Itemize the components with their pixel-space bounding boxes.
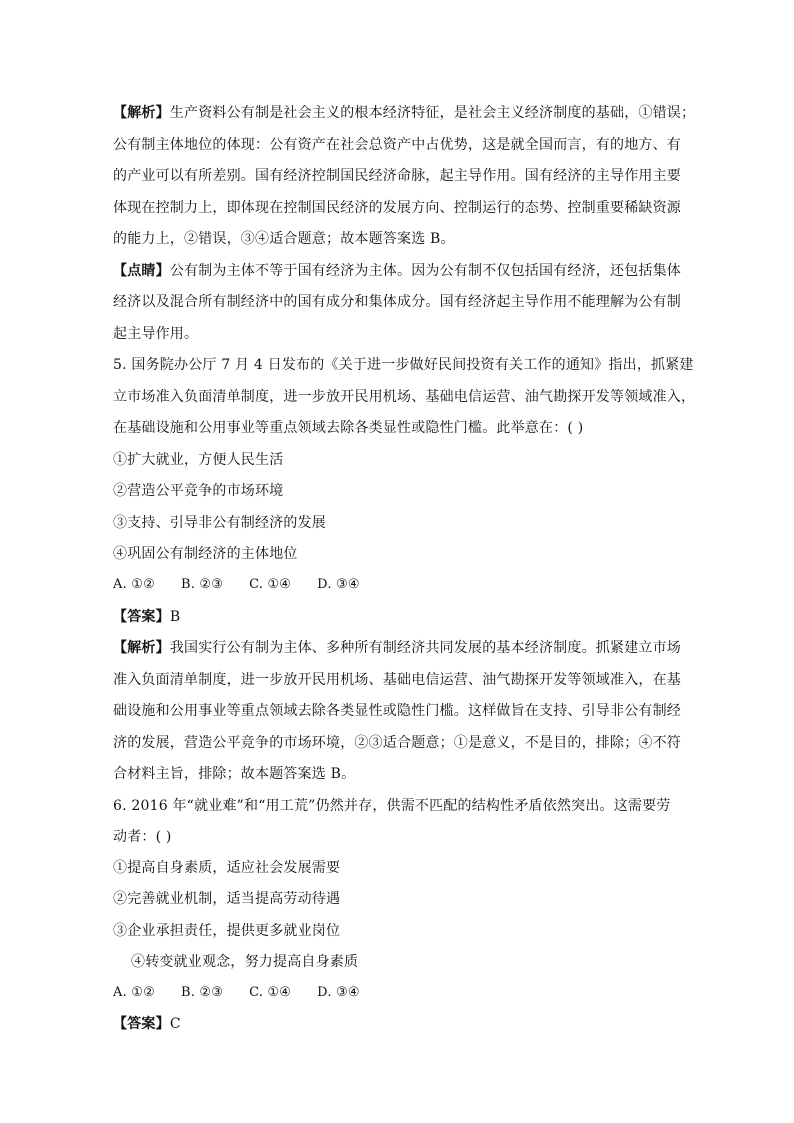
analysis-1-line-4: 体现在控制力上，即体现在控制国民经济的发展方向、控制运行的态势、控制重要稀缺资源 [113,200,681,216]
tip-1-line-3: 起主导作用。 [113,326,199,342]
tip-1-line-2: 经济以及混合所有制经济中的国有成分和集体成分。国有经济起主导作用不能理解为公有制 [113,294,681,310]
question-6-item-1: ①提高自身素质，适应社会发展需要 [113,860,341,876]
analysis-text: 我国实行公有制为主体、多种所有制经济共同发展的基本经济制度。抓紧建立市场 [169,640,682,656]
question-6-answer [113,1014,181,1034]
answer-value: C [169,1016,181,1032]
analysis-tag: 【解析】 [113,105,170,121]
analysis-2-line-3: 础设施和公用事业等重点领域去除各类显性或隐性门槛。这样做旨在支持、引导非公有制经 [113,703,681,719]
analysis-1-line-5: 的能力上，②错误，③④适合题意；故本题答案选 B。 [113,231,455,247]
analysis-1-line-2: 公有制主体地位的体现：公有资产在社会总资产中占优势，这是就全国而言，有的地方、有 [113,137,681,153]
question-6-item-4: ④转变就业观念，努力提高自身素质 [131,954,359,970]
question-6-options [113,983,386,1003]
question-6-line-2: 动者：( ) [113,829,172,845]
analysis-tag: 【解析】 [113,640,170,656]
question-5-answer [113,607,180,627]
question-5-item-3: ③支持、引导非公有制经济的发展 [113,515,326,531]
analysis-2-line-1 [113,638,681,658]
question-6-line-1: 6. 2016 年“就业难”和“用工荒”仍然并存，供需不匹配的结构性矛盾依然突出。这需要劳 [113,798,671,814]
question-5-item-1: ①扩大就业，方便人民生活 [113,452,284,468]
question-5-line-1: 5. 国务院办公厅 7 月 4 日发布的《关于进一步做好民间投资有关工作的通知》指出，抓紧建 [113,357,694,373]
tip-text: 公有制为主体不等于国有经济为主体。因为公有制不仅包括国有经济，还包括集体 [169,263,682,279]
question-5-options [113,575,386,595]
answer-tag: 【答案】 [113,609,170,625]
option-b: B. ②③ [180,985,224,1000]
option-d: D. ③④ [317,577,360,592]
analysis-1-line-1 [113,103,695,123]
option-c: C. ①④ [249,985,292,1000]
answer-value: B [169,609,181,625]
question-5-item-4: ④巩固公有制经济的主体地位 [113,546,298,562]
answer-tag: 【答案】 [113,1016,170,1032]
option-a: A. ①② [113,577,155,592]
option-d: D. ③④ [317,985,360,1000]
analysis-1-line-3: 的产业可以有所差别。国有经济控制国民经济命脉，起主导作用。国有经济的主导作用主要 [113,168,681,184]
option-a: A. ①② [113,985,155,1000]
option-b: B. ②③ [180,577,224,592]
question-6-item-3: ③企业承担责任，提供更多就业岗位 [113,923,341,939]
analysis-text: 生产资料公有制是社会主义的根本经济特征，是社会主义经济制度的基础，①错误； [169,105,696,121]
analysis-2-line-5: 合材料主旨，排除；故本题答案选 B。 [113,766,356,782]
analysis-2-line-2: 准入负面清单制度，进一步放开民用机场、基础电信运营、油气勘探开发等领域准入，在基 [113,672,681,688]
option-c: C. ①④ [249,577,292,592]
tip-tag: 【点睛】 [113,263,170,279]
analysis-2-line-4: 济的发展，营造公平竞争的市场环境，②③适合题意；①是意义，不是目的，排除；④不符 [113,735,681,751]
question-5-line-2: 立市场准入负面清单制度，进一步放开民用机场、基础电信运营、油气勘探开发等领域准入， [113,389,696,405]
question-6-item-2: ②完善就业机制，适当提高劳动待遇 [113,891,341,907]
question-5-line-3: 在基础设施和公用事业等重点领域去除各类显性或隐性门槛。此举意在：( ) [113,420,584,436]
tip-1-line-1 [113,261,681,281]
question-5-item-2: ②营造公平竞争的市场环境 [113,483,284,499]
